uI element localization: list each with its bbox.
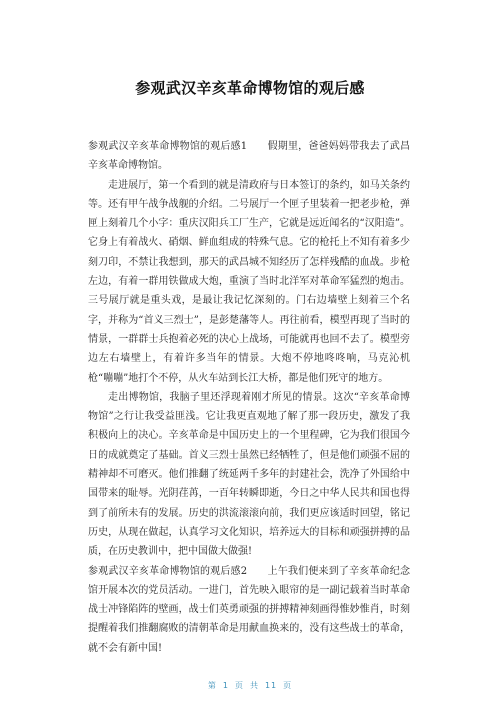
paragraph: 参观武汉辛亥革命博物馆的观后感2 上午我们便来到了辛亥革命纪念馆开展本次的党员活动。一进门，首先映入眼帘的是一副记载着当时革命战士冲锋陷阵的壁画，战士们英勇顽强的拼搏精神刻画得惟妙惟肖，时刻提醒着我们推翻腐败的清朝革命是用献血换来的，没有这些战士的革命，就不会有新中国!	[88, 565, 410, 654]
paragraph: 参观武汉辛亥革命博物馆的观后感1 假期里，爸爸妈妈带我去了武昌辛亥革命博物馆。	[88, 141, 410, 172]
paragraph: 走出博物馆，我脑子里还浮现着刚才所见的情景。这次“辛亥革命博物馆”之行让我受益匪浅。它让我更直观地了解了那一段历史，激发了我积极向上的决心。辛亥革命是中国历史上的一个里程碑，它为我们很国今日的成就奠定了基础。首义三烈士虽然已经牺牲了，但是他们顽强不屈的精神却不可磨灭。他们推翻了统延两千多年的封建社会，洗净了外国给中国带来的耻辱。光阴荏苒，一百年转瞬即逝，今日之中华人民共和国也得到了前所未有的发展。历史的洪流滚滚向前，我们更应该适时回望，铭记历史，从现在做起，认真学习文化知识，培养远大的目标和顽强拼搏的品质，在历史教训中，把中国做大做强!	[88, 391, 410, 558]
page-suffix: 页	[234, 681, 244, 690]
total-label: 共	[249, 681, 259, 690]
current-page-number: 1	[222, 681, 229, 690]
total-suffix: 页	[283, 681, 293, 690]
page-footer	[0, 680, 500, 691]
document-body	[88, 137, 410, 658]
document-title: 参观武汉辛亥革命博物馆的观后感	[135, 79, 365, 97]
page-label: 第	[207, 681, 217, 690]
total-pages-number: 11	[264, 681, 278, 690]
paragraph: 走进展厅，第一个看到的就是清政府与日本签订的条约，如马关条约等。还有甲午战争战舰的介绍。二号展厅一个匣子里装着一把老步枪，弹匣上刻着几个小字：重庆汉阳兵工厂生产，它就是远近闻名的“汉阳造”。它身上有着战火、硝烟、鲜血组成的特殊气息。它的枪托上不知有着多少刻刀印，不禁让我想到，那天的武昌城不知经历了怎样残酷的血战。步枪左边，有着一群用铁做成大炮，重演了当时北洋军对革命军猛烈的炮击。三号展厅就是重头戏，是最让我记忆深刻的。门右边墙壁上刻着三个名字，并称为“首义三烈士”，是彭楚藩等人。再往前看，模型再现了当时的情景，一群群士兵抱着必死的决心上战场，可能就再也回不去了。模型旁边左右墙壁上，有着许多当年的情景。大炮不停地咚咚响，马克沁机枪“嘣嘣”地打个不停，从火车站到长江大桥，都是他们死守的地方。	[88, 179, 410, 384]
